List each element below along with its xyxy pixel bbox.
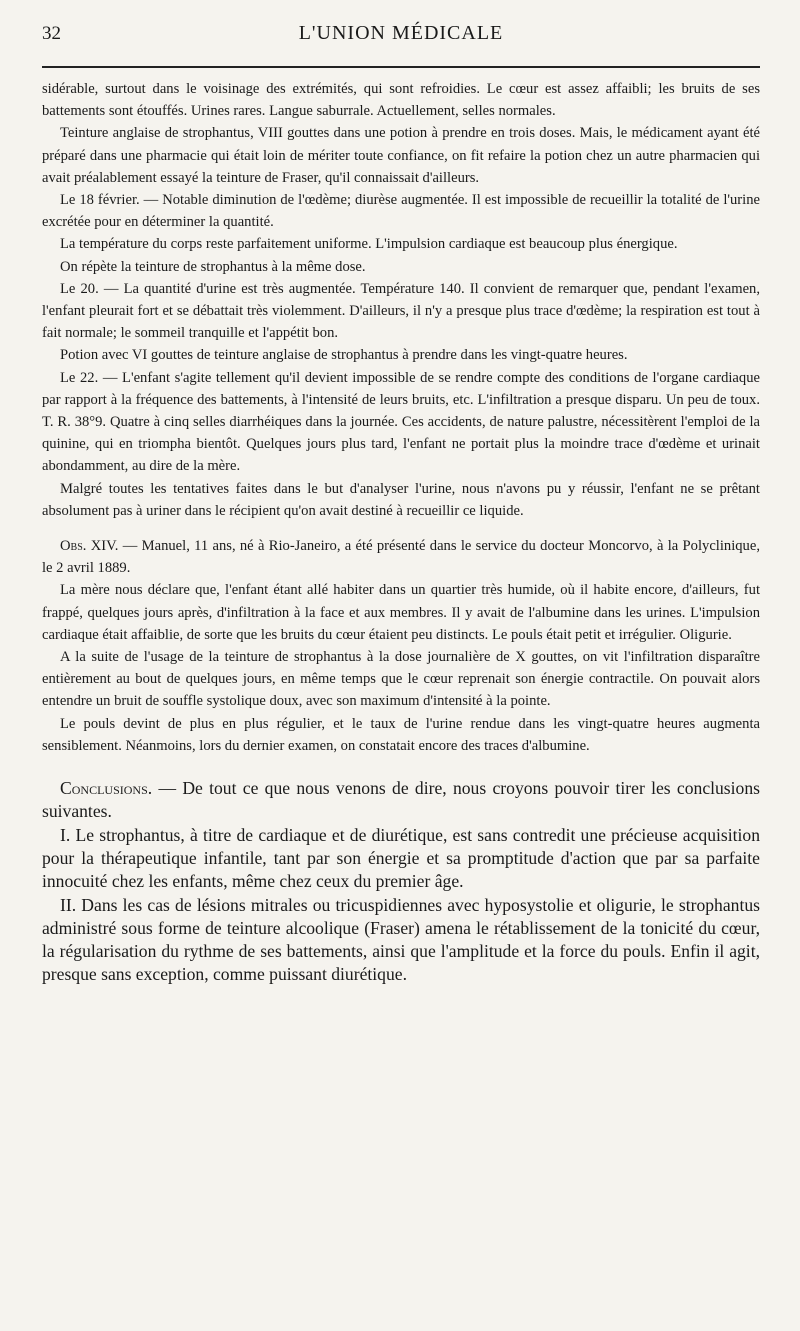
paragraph: La température du corps reste parfaitement uniforme. L'impulsion cardiaque est beaucoup plus énergique.	[60, 236, 678, 253]
paragraph: Le pouls devint de plus en plus régulier, et le taux de l'urine rendue dans les vingt-quatre heures augmenta sensiblement. Néanmoins, lors du dernier examen, on constatait encore des traces d'albumine.	[42, 715, 760, 754]
header-rule	[42, 66, 760, 68]
conclusions-heading-paragraph	[42, 777, 760, 824]
conclusions-intro: — De tout ce que nous venons de dire, nous croyons pouvoir tirer les conclusions suivantes.	[42, 778, 760, 822]
paragraph: On répète la teinture de strophantus à la même dose.	[60, 258, 366, 275]
conclusion-item: II. Dans les cas de lésions mitrales ou tricuspidiennes avec hyposystolie et oligurie, le strophantus administré sous forme de teinture alcoolique (Fraser) amena le rétablissement de la tonicité du cœur, la régularisation du rythme de ses battements, ainsi que l'amplitude et la force du pouls. Enfin il agit, presque sans exception, comme puissant diurétique.	[42, 894, 760, 985]
section-gap	[42, 522, 760, 535]
case-notes	[42, 78, 760, 757]
paragraph: Teinture anglaise de strophantus, VIII gouttes dans une potion à prendre en trois doses. Mais, le médicament ayant été préparé dans une pharmacie qui était loin de mériter toute confiance, on fit refaire la potion chez un autre pharmacien qui avait préalablement essayé la teinture de Fraser, qu'il connaissait d'ailleurs.	[42, 125, 760, 186]
paragraph: La mère nous déclare que, l'enfant étant allé habiter dans un quartier très humide, où il habite encore, d'ailleurs, fut frappé, quelques jours après, d'infiltration à la face et aux membres. Il y avait de l'albumine dans les urines. L'impulsion cardiaque était affaiblie, de sorte que les bruits du cœur étaient peu distincts. Le pouls était petit et irrégulier. Oligurie.	[42, 582, 760, 643]
observation-label: Obs. XIV.	[60, 538, 119, 555]
running-head: L'UNION MÉDICALE	[298, 22, 504, 44]
conclusion-item: I. Le strophantus, à titre de cardiaque et de diurétique, est sans contredit une précieuse acquisition pour la thérapeutique infantile, tant par son énergie et sa promptitude d'action que par sa parfaite innocuité chez les enfants, même chez ceux du premier âge.	[42, 824, 760, 892]
page-header	[42, 22, 760, 48]
page-number: 32	[42, 23, 61, 44]
paragraph: Malgré toutes les tentatives faites dans le but d'analyser l'urine, nous n'avons pu y réussir, l'enfant ne se prêtant absolument pas à uriner dans le récipient qu'on avait destiné à recueillir ce liquide.	[42, 480, 760, 519]
section-gap	[42, 757, 760, 777]
conclusions-label: Conclusions.	[60, 778, 153, 799]
paragraph: Le 18 février. — Notable diminution de l'œdème; diurèse augmentée. Il est impossible de recueillir la totalité de l'urine excrétée pour en déterminer la quantité.	[42, 192, 760, 231]
paragraph: Potion avec VI gouttes de teinture anglaise de strophantus à prendre dans les vingt-quatre heures.	[60, 347, 628, 364]
conclusions-section	[42, 777, 760, 987]
paragraph: Le 22. — L'enfant s'agite tellement qu'il devient impossible de se rendre compte des conditions de l'organe cardiaque par rapport à la fréquence des battements, à l'intensité de leurs bruits, etc. L'infiltration a presque disparu. Un peu de toux. T. R. 38°9. Quatre à cinq selles diarrhéiques dans la journée. Ces accidents, de nature palustre, nécessitèrent l'emploi de la quinine, qui en triompha bientôt. Quelques jours plus tard, l'enfant ne portait plus la moindre trace d'œdème et urinait abondamment, au dire de la mère.	[42, 369, 760, 475]
paragraph: sidérable, surtout dans le voisinage des extrémités, qui sont refroidies. Le cœur est assez affaibli; les bruits de ses battements sont étouffés. Urines rares. Langue saburrale. Actuellement, selles normales.	[42, 81, 760, 120]
observation-intro: — Manuel, 11 ans, né à Rio-Janeiro, a été présenté dans le service du docteur Moncorvo, à la Polyclinique, le 2 avril 1889.	[42, 538, 760, 577]
observation-heading-paragraph	[42, 535, 760, 579]
paragraph: Le 20. — La quantité d'urine est très augmentée. Température 140. Il convient de remarquer que, pendant l'examen, l'enfant pleurait fort et se débattait très violemment. D'ailleurs, il n'y a presque plus trace d'œdème; la respiration est tout à fait normale; le sommeil tranquille et l'appétit bon.	[42, 280, 760, 342]
paragraph: A la suite de l'usage de la teinture de strophantus à la dose journalière de X gouttes, on vit l'infiltration disparaître entièrement au bout de quelques jours, en même temps que le cœur reprenait son énergie contractile. On pouvait alors entendre un bruit de souffle systolique doux, avec son maximum d'intensité à la pointe.	[42, 649, 760, 710]
